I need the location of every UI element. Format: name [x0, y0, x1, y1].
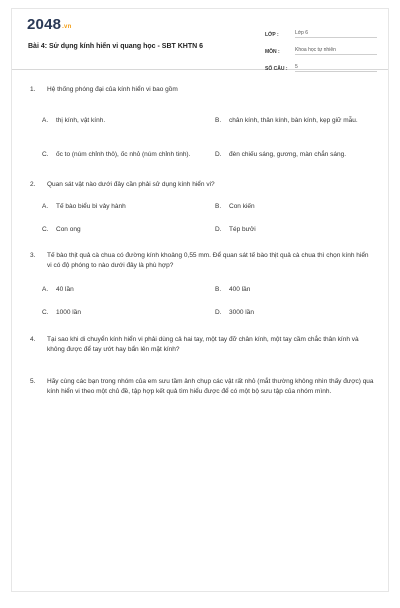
question-2	[30, 180, 374, 190]
option-letter: C.	[42, 309, 49, 316]
option-text: Con kiến	[229, 203, 255, 210]
question-3-option-c[interactable]	[42, 308, 202, 318]
option-text: đèn chiếu sáng, gương, màn chắn sáng.	[229, 151, 347, 159]
worksheet-header	[12, 9, 388, 70]
question-text: Tại sao khi di chuyển kính hiển vi phải dùng cả hai tay, một tay đỡ chân kính, một tay cầm chắc thân kính và không được để tay ướt hay bẩn lên mặt kính?	[47, 336, 359, 353]
option-letter: D.	[215, 226, 222, 233]
question-text: Hệ thống phóng đại của kính hiển vi bao gồm	[47, 86, 178, 93]
option-text: Con ong	[56, 226, 81, 233]
site-logo[interactable]	[27, 16, 71, 33]
question-2-option-d[interactable]	[215, 225, 375, 235]
option-text: 3000 lần	[229, 309, 254, 316]
worksheet-meta	[265, 25, 377, 76]
question-number: 4.	[30, 336, 36, 343]
question-number: 1.	[30, 86, 36, 93]
option-letter: B.	[215, 117, 222, 125]
option-letter: B.	[215, 203, 222, 210]
option-letter: C.	[42, 151, 49, 159]
question-3-option-b[interactable]	[215, 285, 375, 295]
meta-class-value: Lớp 6	[295, 30, 377, 38]
meta-class-row	[265, 25, 377, 38]
question-2-option-c[interactable]	[42, 225, 202, 235]
question-3-option-d[interactable]	[215, 308, 375, 318]
question-number: 5.	[30, 378, 36, 385]
option-text: Tép bưởi	[229, 226, 256, 233]
question-text: Tế bào thịt quả cà chua có đường kính khoảng 0,55 mm. Để quan sát tế bào thịt quả cà chua thì chọn kính hiển vi có độ phóng to nào dưới đây là phù hợp?	[47, 252, 369, 269]
option-text: chân kính, thân kính, bàn kính, kẹp giữ mẫu.	[229, 117, 358, 125]
option-text: 40 lần	[56, 286, 74, 293]
question-text: Hãy cùng các bạn trong nhóm của em sưu tầm ảnh chụp các vật rất nhỏ (mắt thường không nhìn thấy được) qua kính hiển vi theo một chủ đề, tập hợp kết quả tìm hiểu được để có một bộ sưu tập của nhóm mình.	[47, 378, 374, 395]
option-text: Tế bào biểu bì vảy hành	[56, 203, 126, 210]
option-text: 400 lần	[229, 286, 251, 293]
question-3	[30, 251, 374, 270]
question-number: 3.	[30, 252, 36, 259]
question-3-option-a[interactable]	[42, 285, 202, 295]
option-letter: D.	[215, 151, 222, 159]
worksheet-page	[11, 8, 389, 592]
question-1-option-b[interactable]	[215, 109, 375, 133]
option-text: 1000 lần	[56, 309, 81, 316]
meta-count-value: 5	[295, 64, 377, 72]
question-1-option-c[interactable]	[42, 143, 202, 167]
meta-count-row	[265, 59, 377, 72]
question-4	[30, 335, 374, 354]
logo-suffix: .vn	[62, 24, 72, 30]
option-text: ốc to (núm chỉnh thô), ốc nhỏ (núm chỉnh tinh).	[56, 151, 191, 159]
option-letter: B.	[215, 286, 222, 293]
question-1-option-a[interactable]	[42, 109, 202, 133]
meta-count-label: SỐ CÂU :	[265, 66, 288, 72]
option-letter: A.	[42, 203, 49, 210]
meta-class-label: LỚP :	[265, 32, 279, 38]
option-letter: D.	[215, 309, 222, 316]
question-5	[30, 377, 374, 396]
worksheet-title: Bài 4: Sử dụng kính hiển vi quang học - SBT KHTN 6	[28, 43, 204, 50]
option-letter: A.	[42, 286, 49, 293]
question-number: 2.	[30, 181, 36, 188]
meta-subject-row	[265, 42, 377, 55]
meta-subject-value: Khoa học tự nhiên	[295, 47, 377, 55]
meta-subject-label: MÔN :	[265, 49, 280, 55]
question-2-option-a[interactable]	[42, 202, 202, 212]
logo-main: 2048	[27, 16, 62, 33]
question-1	[30, 85, 374, 95]
question-2-option-b[interactable]	[215, 202, 375, 212]
option-letter: A.	[42, 117, 49, 125]
option-letter: C.	[42, 226, 49, 233]
question-1-option-d[interactable]	[215, 143, 380, 167]
option-text: thị kính, vật kính.	[56, 117, 106, 125]
question-text: Quan sát vật nào dưới đây cần phải sử dụng kính hiển vi?	[47, 181, 215, 188]
